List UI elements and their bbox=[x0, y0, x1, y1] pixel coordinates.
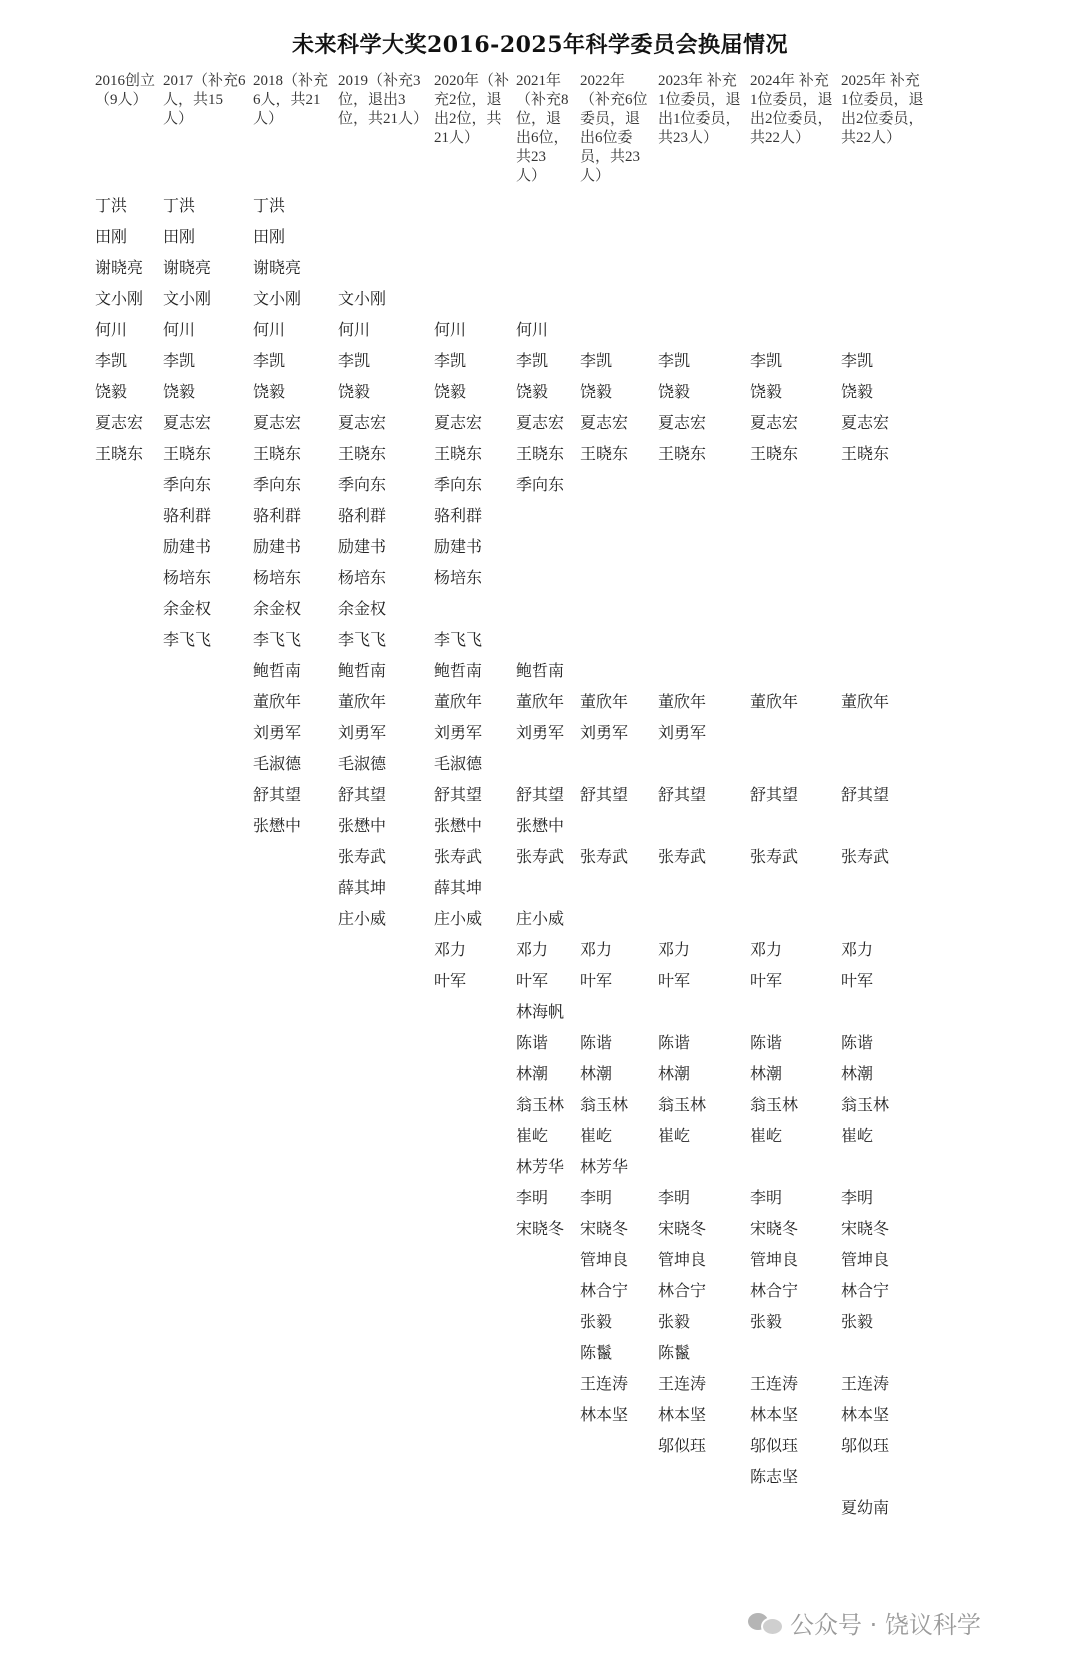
member-name: 宋晓冬 bbox=[658, 1219, 707, 1238]
member-name: 李凯 bbox=[253, 351, 286, 370]
member-name: 励建书 bbox=[253, 537, 302, 556]
page-title: 未来科学大奖2016-2025年科学委员会换届情况 bbox=[291, 32, 789, 58]
member-name: 杨培东 bbox=[253, 568, 302, 587]
member-name: 林潮 bbox=[750, 1064, 783, 1083]
member-name: 邓力 bbox=[750, 940, 783, 959]
member-name: 邬似珏 bbox=[658, 1436, 707, 1455]
member-name: 王晓东 bbox=[95, 444, 144, 463]
member-name: 张寿武 bbox=[658, 847, 707, 866]
member-name: 董欣年 bbox=[658, 692, 707, 711]
member-name: 饶毅 bbox=[750, 382, 783, 401]
member-name: 崔屹 bbox=[580, 1126, 613, 1145]
member-name: 邓力 bbox=[434, 940, 467, 959]
watermark bbox=[748, 1604, 981, 1640]
member-name: 陈谐 bbox=[658, 1033, 691, 1052]
member-name: 王晓东 bbox=[841, 444, 890, 463]
member-name: 邬似珏 bbox=[750, 1436, 799, 1455]
member-name: 董欣年 bbox=[516, 692, 565, 711]
column-header: 2020年（补 充2位，退 出2位，共 21人） bbox=[434, 73, 510, 146]
wechat-icon bbox=[748, 1609, 782, 1635]
member-name: 李凯 bbox=[580, 351, 613, 370]
member-name: 丁洪 bbox=[163, 196, 196, 215]
member-name: 林本坚 bbox=[580, 1405, 629, 1424]
member-name: 饶毅 bbox=[658, 382, 691, 401]
member-name: 王晓东 bbox=[750, 444, 799, 463]
member-name: 张懋中 bbox=[516, 816, 565, 835]
column-header: 2017（补充6 人，共15 人） bbox=[163, 73, 246, 127]
member-name: 张寿武 bbox=[841, 847, 890, 866]
member-name: 余金权 bbox=[253, 599, 302, 618]
member-name: 骆利群 bbox=[163, 506, 212, 525]
member-name: 夏志宏 bbox=[338, 413, 387, 432]
member-name: 文小刚 bbox=[338, 289, 387, 308]
member-name: 骆利群 bbox=[253, 506, 302, 525]
member-name: 董欣年 bbox=[434, 692, 483, 711]
member-name: 叶军 bbox=[750, 971, 783, 990]
member-name: 翁玉林 bbox=[658, 1095, 707, 1114]
member-name: 鲍哲南 bbox=[516, 661, 565, 680]
member-name: 毛淑德 bbox=[338, 754, 387, 773]
member-name: 张毅 bbox=[658, 1312, 691, 1331]
column-header: 2021年 （补充8 位，退 出6位， 共23 人） bbox=[516, 73, 569, 184]
member-name: 林潮 bbox=[580, 1064, 613, 1083]
member-name: 邬似珏 bbox=[841, 1436, 890, 1455]
member-name: 余金权 bbox=[163, 599, 212, 618]
column-header: 2023年 补充 1位委员，退 出1位委员， 共23人） bbox=[658, 73, 741, 146]
member-name: 李明 bbox=[658, 1188, 691, 1207]
member-name: 王晓东 bbox=[434, 444, 483, 463]
member-name: 王晓东 bbox=[658, 444, 707, 463]
member-name: 李凯 bbox=[750, 351, 783, 370]
member-name: 李飞飞 bbox=[253, 630, 302, 649]
member-name: 薛其坤 bbox=[338, 878, 387, 897]
member-name: 丁洪 bbox=[95, 196, 128, 215]
member-name: 饶毅 bbox=[338, 382, 371, 401]
member-name: 夏志宏 bbox=[253, 413, 302, 432]
member-name: 舒其望 bbox=[580, 785, 629, 804]
member-name: 李凯 bbox=[434, 351, 467, 370]
member-name: 季向东 bbox=[338, 475, 387, 494]
member-name: 张懋中 bbox=[434, 816, 483, 835]
member-name: 林合宁 bbox=[750, 1281, 799, 1300]
member-name: 崔屹 bbox=[516, 1126, 549, 1145]
member-name: 夏志宏 bbox=[841, 413, 890, 432]
member-name: 林合宁 bbox=[841, 1281, 890, 1300]
member-name: 李明 bbox=[516, 1188, 549, 1207]
member-name: 饶毅 bbox=[434, 382, 467, 401]
member-name: 崔屹 bbox=[841, 1126, 874, 1145]
member-name: 夏志宏 bbox=[516, 413, 565, 432]
column-header: 2022年 （补充6位 委员，退 出6位委 员，共23 人） bbox=[580, 73, 648, 184]
member-name: 余金权 bbox=[338, 599, 387, 618]
member-name: 李明 bbox=[580, 1188, 613, 1207]
member-name: 饶毅 bbox=[163, 382, 196, 401]
member-name: 张懋中 bbox=[338, 816, 387, 835]
member-name: 林合宁 bbox=[658, 1281, 707, 1300]
column-header: 2025年 补充 1位委员，退 出2位委员， 共22人） bbox=[841, 73, 924, 146]
member-name: 林芳华 bbox=[516, 1157, 565, 1176]
member-name: 翁玉林 bbox=[841, 1095, 890, 1114]
member-name: 杨培东 bbox=[434, 568, 483, 587]
member-name: 张寿武 bbox=[516, 847, 565, 866]
member-name: 励建书 bbox=[338, 537, 387, 556]
member-name: 宋晓冬 bbox=[750, 1219, 799, 1238]
member-name: 李飞飞 bbox=[338, 630, 387, 649]
member-name: 鲍哲南 bbox=[253, 661, 302, 680]
member-name: 田刚 bbox=[95, 227, 128, 246]
member-name: 李凯 bbox=[841, 351, 874, 370]
member-name: 饶毅 bbox=[516, 382, 549, 401]
member-name: 林潮 bbox=[841, 1064, 874, 1083]
member-name: 林潮 bbox=[658, 1064, 691, 1083]
member-name: 张毅 bbox=[580, 1312, 613, 1331]
member-name: 饶毅 bbox=[95, 382, 128, 401]
member-name: 李明 bbox=[841, 1188, 874, 1207]
member-name: 刘勇军 bbox=[516, 723, 565, 742]
member-name: 叶军 bbox=[516, 971, 549, 990]
member-name: 季向东 bbox=[253, 475, 302, 494]
member-name: 李凯 bbox=[338, 351, 371, 370]
member-name: 崔屹 bbox=[750, 1126, 783, 1145]
column-header: 2018（补充 6人，共21 人） bbox=[253, 73, 329, 127]
member-name: 林本坚 bbox=[841, 1405, 890, 1424]
member-name: 王连涛 bbox=[580, 1374, 629, 1393]
member-name: 何川 bbox=[434, 320, 467, 339]
member-name: 李凯 bbox=[95, 351, 128, 370]
member-name: 刘勇军 bbox=[434, 723, 483, 742]
member-name: 何川 bbox=[163, 320, 196, 339]
member-name: 谢晓亮 bbox=[253, 258, 302, 277]
member-name: 管坤良 bbox=[580, 1250, 629, 1269]
member-name: 田刚 bbox=[163, 227, 196, 246]
member-name: 何川 bbox=[95, 320, 128, 339]
member-name: 王连涛 bbox=[658, 1374, 707, 1393]
member-name: 刘勇军 bbox=[580, 723, 629, 742]
member-name: 陈谐 bbox=[580, 1033, 613, 1052]
member-name: 王晓东 bbox=[580, 444, 629, 463]
member-name: 张寿武 bbox=[580, 847, 629, 866]
member-name: 叶军 bbox=[658, 971, 691, 990]
member-name: 董欣年 bbox=[580, 692, 629, 711]
member-name: 庄小威 bbox=[434, 909, 483, 928]
member-name: 邓力 bbox=[658, 940, 691, 959]
member-name: 宋晓冬 bbox=[841, 1219, 890, 1238]
member-name: 舒其望 bbox=[338, 785, 387, 804]
member-name: 陈鬣 bbox=[658, 1343, 691, 1362]
member-name: 李飞飞 bbox=[434, 630, 483, 649]
member-name: 田刚 bbox=[253, 227, 286, 246]
member-name: 管坤良 bbox=[841, 1250, 890, 1269]
member-name: 王晓东 bbox=[253, 444, 302, 463]
member-name: 张毅 bbox=[750, 1312, 783, 1331]
member-name: 舒其望 bbox=[253, 785, 302, 804]
column-header: 2016创立 （9人） bbox=[95, 73, 156, 108]
member-name: 董欣年 bbox=[338, 692, 387, 711]
member-name: 饶毅 bbox=[841, 382, 874, 401]
member-name: 夏志宏 bbox=[95, 413, 144, 432]
member-name: 季向东 bbox=[163, 475, 212, 494]
column-header: 2024年 补充 1位委员，退 出2位委员， 共22人） bbox=[750, 73, 833, 146]
member-name: 季向东 bbox=[516, 475, 565, 494]
member-name: 王晓东 bbox=[338, 444, 387, 463]
member-name: 林潮 bbox=[516, 1064, 549, 1083]
member-name: 刘勇军 bbox=[658, 723, 707, 742]
member-name: 李凯 bbox=[163, 351, 196, 370]
member-name: 董欣年 bbox=[750, 692, 799, 711]
member-name: 饶毅 bbox=[580, 382, 613, 401]
member-name: 励建书 bbox=[434, 537, 483, 556]
member-name: 王连涛 bbox=[750, 1374, 799, 1393]
member-name: 林海帆 bbox=[516, 1002, 565, 1021]
member-name: 翁玉林 bbox=[750, 1095, 799, 1114]
member-name: 宋晓冬 bbox=[580, 1219, 629, 1238]
member-name: 鲍哲南 bbox=[434, 661, 483, 680]
member-name: 崔屹 bbox=[658, 1126, 691, 1145]
member-name: 舒其望 bbox=[516, 785, 565, 804]
member-name: 李凯 bbox=[658, 351, 691, 370]
member-name: 夏志宏 bbox=[658, 413, 707, 432]
member-name: 丁洪 bbox=[253, 196, 286, 215]
member-name: 杨培东 bbox=[338, 568, 387, 587]
member-name: 张懋中 bbox=[253, 816, 302, 835]
member-name: 刘勇军 bbox=[338, 723, 387, 742]
member-name: 庄小威 bbox=[516, 909, 565, 928]
member-name: 宋晓冬 bbox=[516, 1219, 565, 1238]
member-name: 林芳华 bbox=[580, 1157, 629, 1176]
member-name: 张寿武 bbox=[338, 847, 387, 866]
member-name: 翁玉林 bbox=[580, 1095, 629, 1114]
member-name: 文小刚 bbox=[163, 289, 212, 308]
member-name: 陈志坚 bbox=[750, 1467, 799, 1486]
member-name: 叶军 bbox=[434, 971, 467, 990]
member-name: 管坤良 bbox=[658, 1250, 707, 1269]
member-name: 舒其望 bbox=[750, 785, 799, 804]
watermark-text: 公众号 · 饶议科学 bbox=[790, 1610, 981, 1639]
member-name: 刘勇军 bbox=[253, 723, 302, 742]
member-name: 季向东 bbox=[434, 475, 483, 494]
member-name: 薛其坤 bbox=[434, 878, 483, 897]
member-name: 邓力 bbox=[580, 940, 613, 959]
member-name: 董欣年 bbox=[253, 692, 302, 711]
member-name: 王连涛 bbox=[841, 1374, 890, 1393]
member-name: 夏志宏 bbox=[580, 413, 629, 432]
member-name: 夏志宏 bbox=[434, 413, 483, 432]
member-name: 文小刚 bbox=[95, 289, 144, 308]
member-name: 邓力 bbox=[516, 940, 549, 959]
member-name: 鲍哲南 bbox=[338, 661, 387, 680]
member-name: 何川 bbox=[338, 320, 371, 339]
member-name: 林合宁 bbox=[580, 1281, 629, 1300]
member-name: 舒其望 bbox=[841, 785, 890, 804]
member-name: 励建书 bbox=[163, 537, 212, 556]
member-name: 李凯 bbox=[516, 351, 549, 370]
member-name: 饶毅 bbox=[253, 382, 286, 401]
member-name: 谢晓亮 bbox=[163, 258, 212, 277]
member-name: 陈谐 bbox=[841, 1033, 874, 1052]
member-name: 翁玉林 bbox=[516, 1095, 565, 1114]
member-name: 张寿武 bbox=[434, 847, 483, 866]
member-name: 庄小威 bbox=[338, 909, 387, 928]
member-name: 张毅 bbox=[841, 1312, 874, 1331]
member-name: 王晓东 bbox=[516, 444, 565, 463]
member-name: 张寿武 bbox=[750, 847, 799, 866]
member-name: 毛淑德 bbox=[253, 754, 302, 773]
member-name: 林本坚 bbox=[750, 1405, 799, 1424]
member-name: 管坤良 bbox=[750, 1250, 799, 1269]
member-name: 王晓东 bbox=[163, 444, 212, 463]
member-name: 陈鬣 bbox=[580, 1343, 613, 1362]
member-name: 骆利群 bbox=[434, 506, 483, 525]
member-name: 陈谐 bbox=[750, 1033, 783, 1052]
member-name: 李明 bbox=[750, 1188, 783, 1207]
member-name: 杨培东 bbox=[163, 568, 212, 587]
member-name: 毛淑德 bbox=[434, 754, 483, 773]
member-name: 谢晓亮 bbox=[95, 258, 144, 277]
member-name: 夏志宏 bbox=[750, 413, 799, 432]
member-name: 舒其望 bbox=[658, 785, 707, 804]
member-name: 邓力 bbox=[841, 940, 874, 959]
member-name: 李飞飞 bbox=[163, 630, 212, 649]
member-name: 夏志宏 bbox=[163, 413, 212, 432]
member-name: 骆利群 bbox=[338, 506, 387, 525]
member-name: 何川 bbox=[516, 320, 549, 339]
member-name: 叶军 bbox=[580, 971, 613, 990]
member-name: 何川 bbox=[253, 320, 286, 339]
member-name: 陈谐 bbox=[516, 1033, 549, 1052]
member-name: 林本坚 bbox=[658, 1405, 707, 1424]
column-header: 2019（补充3 位，退出3 位，共21人） bbox=[338, 73, 429, 127]
member-name: 文小刚 bbox=[253, 289, 302, 308]
member-name: 夏幼南 bbox=[841, 1498, 890, 1517]
member-name: 董欣年 bbox=[841, 692, 890, 711]
member-name: 舒其望 bbox=[434, 785, 483, 804]
member-name: 叶军 bbox=[841, 971, 874, 990]
